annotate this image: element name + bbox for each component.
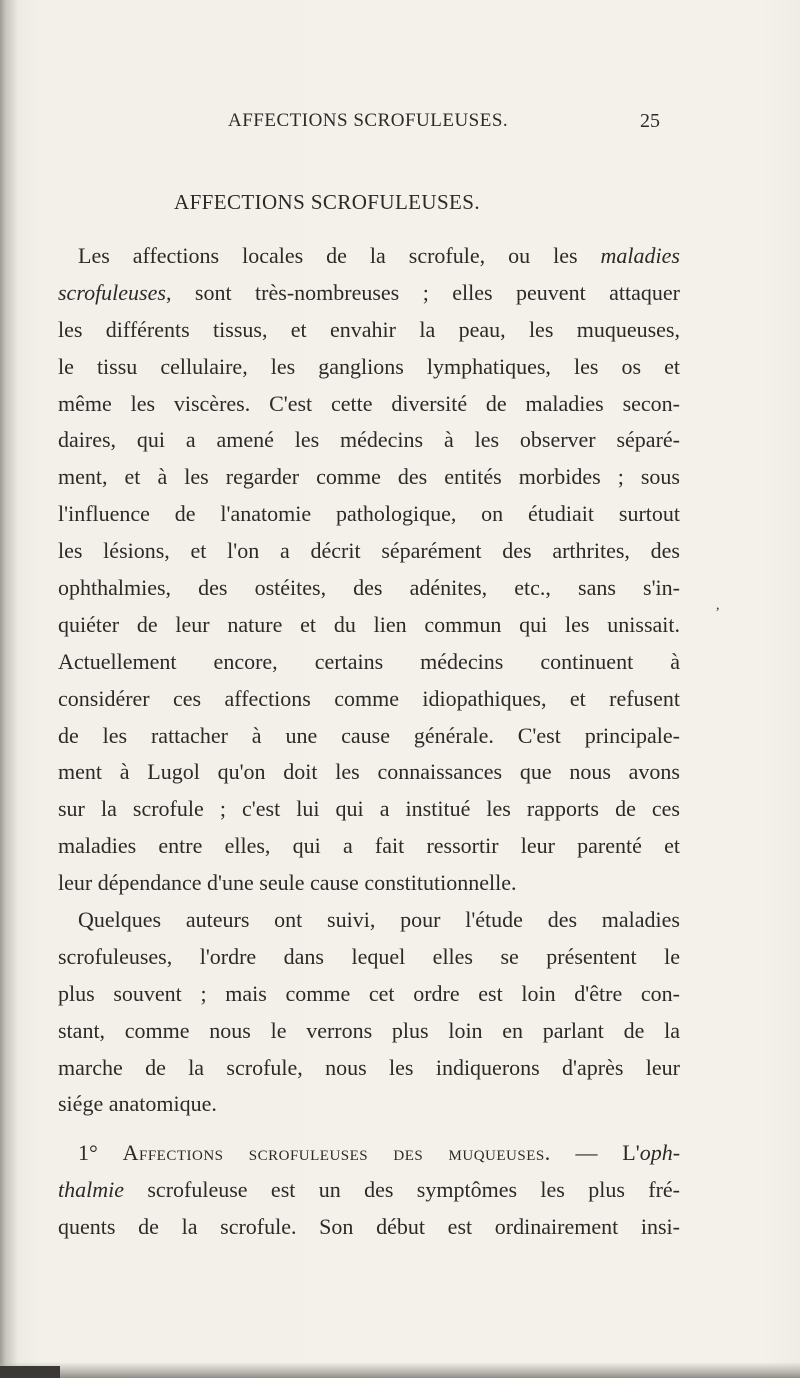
text-line: plus souvent ; mais comme cet ordre est loin d'être con- [58, 980, 680, 1006]
text-line: marche de la scrofule, nous les indiquerons d'après leur [58, 1054, 680, 1080]
emphasis: oph- [639, 1140, 681, 1166]
chapter-title: AFFECTIONS SCROFULEUSES. [174, 190, 480, 214]
paragraph-gap [58, 1123, 680, 1135]
page-corner-mark [0, 1366, 60, 1378]
page-bottom-edge [0, 1362, 800, 1378]
section-heading: Affections scrofuleuses des muqueuses. [122, 1140, 551, 1166]
text-line: quiéter de leur nature et du lien commun qui les unissait. [58, 611, 680, 637]
text-line: maladies entre elles, qui a fait ressortir leur parenté et [58, 833, 680, 859]
text-line: Les affections locales de la scrofule, ou les maladies [78, 243, 680, 268]
emphasis: thalmie [58, 1177, 124, 1203]
section-number: 1° [78, 1140, 98, 1166]
text-line: stant, comme nous le verrons plus loin en parlant de la [58, 1017, 680, 1043]
text-line: quents de la scrofule. Son début est ordinairement insi- [58, 1214, 680, 1240]
text-line: ment à Lugol qu'on doit les connaissances que nous avons [58, 759, 680, 785]
text-line: ophthalmies, des ostéites, des adénites, etc., sans s'in- [58, 575, 680, 601]
text-line: thalmie scrofuleuse est un des symptômes les plus fré- [58, 1177, 680, 1203]
text-line: ment, et à les regarder comme des entités morbides ; sous [58, 464, 680, 490]
running-head [0, 110, 800, 138]
body-text [58, 238, 680, 1246]
text-line: les lésions, et l'on a décrit séparément des arthrites, des [58, 538, 680, 564]
text-line: le tissu cellulaire, les ganglions lymphatiques, les os et [58, 353, 680, 379]
text-line: scrofuleuses, l'ordre dans lequel elles se présentent le [58, 943, 680, 969]
text-line: siége anatomique. [58, 1091, 217, 1117]
running-title: AFFECTIONS SCROFULEUSES. [228, 110, 509, 131]
paragraph-3 [58, 1135, 680, 1246]
text-line: 1° Affections scrofuleuses des muqueuses. — L'oph- [78, 1140, 681, 1166]
paragraph-2 [58, 902, 680, 1123]
text-line: l'influence de l'anatomie pathologique, on étudiait surtout [58, 501, 680, 527]
text-line: Actuellement encore, certains médecins continuent à [58, 648, 680, 674]
page-number: 25 [640, 110, 660, 132]
paragraph-1 [58, 238, 680, 902]
text-line: scrofuleuses, sont très-nombreuses ; elles peuvent attaquer [58, 279, 680, 305]
text-line: de les rattacher à une cause générale. C'est principale- [58, 722, 680, 748]
text-line: Quelques auteurs ont suivi, pour l'étude des maladies [78, 907, 680, 933]
text-line: daires, qui a amené les médecins à les observer séparé- [58, 427, 680, 453]
text-line: considérer ces affections comme idiopathiques, et refusent [58, 685, 680, 711]
text-line: sur la scrofule ; c'est lui qui a institué les rapports de ces [58, 796, 680, 822]
emphasis: maladies [600, 243, 680, 268]
stray-mark: , [716, 598, 720, 613]
text-line: leur dépendance d'une seule cause constitutionnelle. [58, 870, 517, 896]
text-line: même les viscères. C'est cette diversité de maladies secon- [58, 390, 680, 416]
emphasis: scrofuleuses [58, 279, 166, 305]
text-line: les différents tissus, et envahir la peau, les muqueuses, [58, 316, 680, 342]
spine-shadow [0, 0, 18, 1378]
